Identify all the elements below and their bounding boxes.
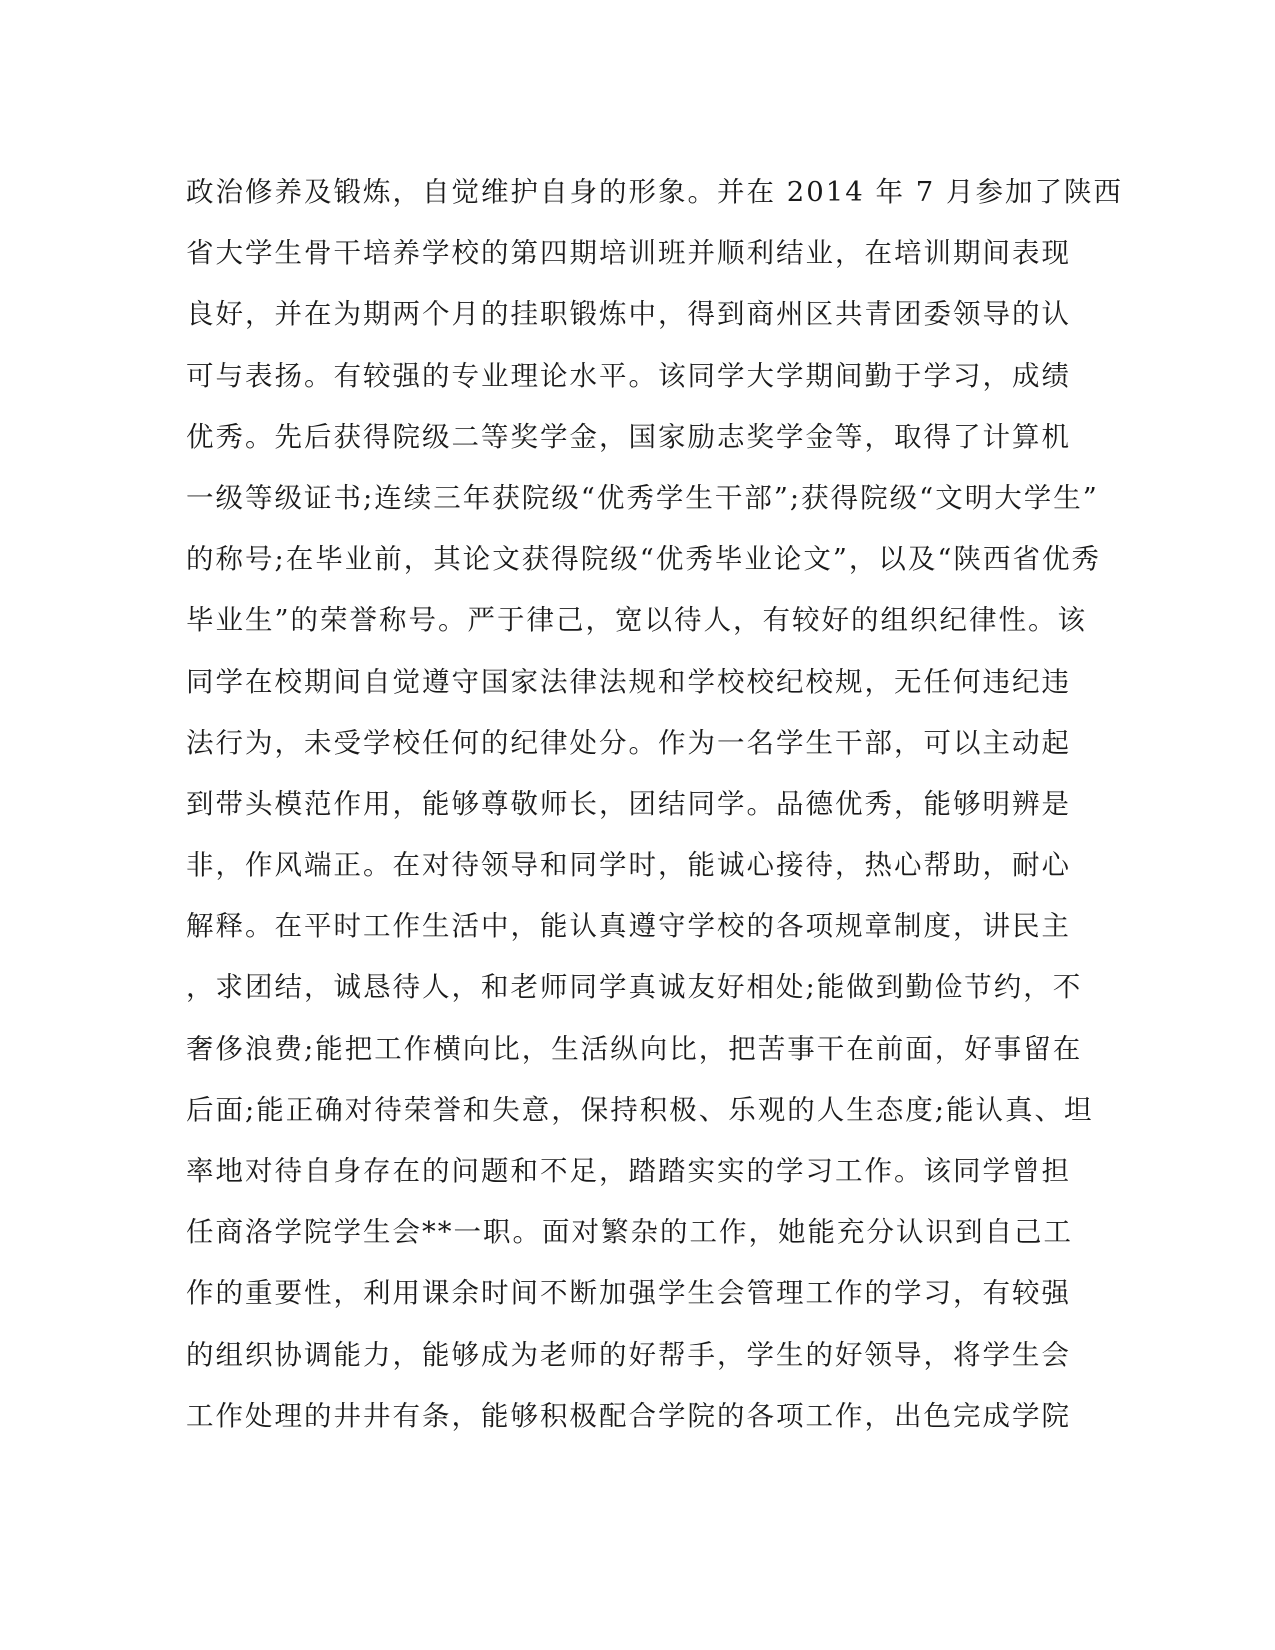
text-line: 一级等级证书;连续三年获院级“优秀学生干部”;获得院级“文明大学生” [186, 481, 1099, 514]
text-line: 同学在校期间自觉遵守国家法律法规和学校校纪校规，无任何违纪违 [186, 665, 1071, 698]
text-line: 的组织协调能力，能够成为老师的好帮手，学生的好领导，将学生会 [186, 1338, 1071, 1371]
text-line: 后面;能正确对待荣誉和失意，保持积极、乐观的人生态度;能认真、坦 [186, 1093, 1094, 1126]
text-line: 优秀。先后获得院级二等奖学金，国家励志奖学金等，取得了计算机 [186, 420, 1071, 453]
text-line: 可与表扬。有较强的专业理论水平。该同学大学期间勤于学习，成绩 [186, 359, 1071, 392]
text-line: 解释。在平时工作生活中，能认真遵守学校的各项规章制度，讲民主 [186, 910, 1071, 943]
text-line: 的称号;在毕业前，其论文获得院级“优秀毕业论文”，以及“陕西省优秀 [186, 543, 1101, 576]
text-line: 非，作风端正。在对待领导和同学时，能诚心接待，热心帮助，耐心 [186, 849, 1071, 882]
body-paragraph [186, 162, 1123, 1447]
text-line: 到带头模范作用，能够尊敬师长，团结同学。品德优秀，能够明辨是 [186, 787, 1071, 820]
text-line: 政治修养及锻炼，自觉维护自身的形象。并在 2014 年 7 月参加了陕西 [186, 176, 1123, 208]
text-line: 毕业生”的荣誉称号。严于律己，宽以待人，有较好的组织纪律性。该 [186, 604, 1088, 637]
text-line: 奢侈浪费;能把工作横向比，生活纵向比，把苦事干在前面，好事留在 [186, 1032, 1083, 1065]
text-line: ，求团结，诚恳待人，和老师同学真诚友好相处;能做到勤俭节约，不 [186, 971, 1083, 1004]
text-line: 省大学生骨干培养学校的第四期培训班并顺利结业，在培训期间表现 [186, 237, 1071, 270]
text-line: 工作处理的井井有条，能够积极配合学院的各项工作，出色完成学院 [186, 1399, 1071, 1432]
text-line: 率地对待自身存在的问题和不足，踏踏实实的学习工作。该同学曾担 [186, 1155, 1071, 1187]
text-line: 良好，并在为期两个月的挂职锻炼中，得到商州区共青团委领导的认 [186, 298, 1071, 331]
text-line: 任商洛学院学生会**一职。面对繁杂的工作，她能充分认识到自己工 [186, 1216, 1073, 1249]
text-line: 法行为，未受学校任何的纪律处分。作为一名学生干部，可以主动起 [186, 726, 1071, 759]
text-line: 作的重要性，利用课余时间不断加强学生会管理工作的学习，有较强 [186, 1277, 1071, 1310]
